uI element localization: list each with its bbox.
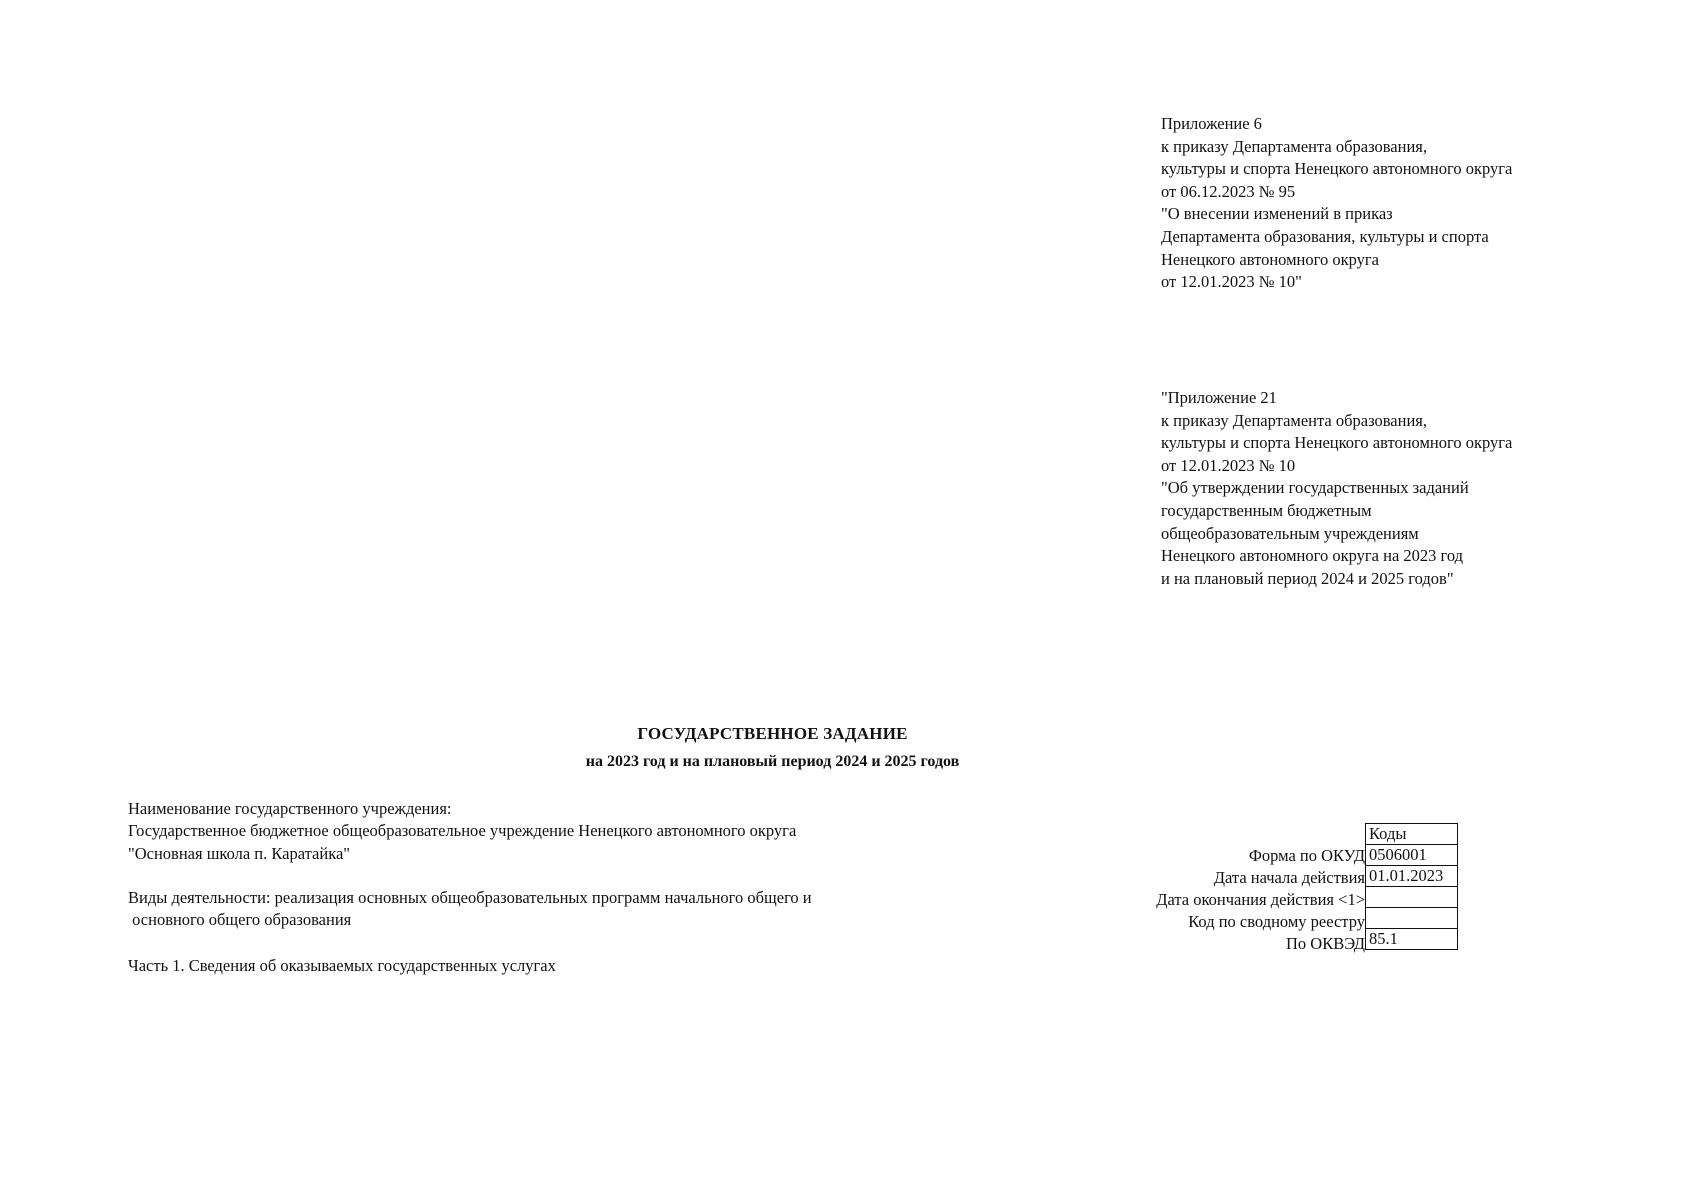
activities-line-cont: основного общего образования [128,910,352,930]
annex-6-line: "О внесении изменений в приказ [1161,204,1393,224]
activities-block [128,887,812,932]
activities-line: Виды деятельности: реализация основных общеобразовательных программ начального общего и [128,888,812,907]
code-value-okved: 85.1 [1366,929,1458,950]
code-label-end-date: Дата окончания действия <1> [1156,890,1365,909]
part-one-heading: Часть 1. Сведения об оказываемых государственных услугах [128,956,556,975]
codes-header-row [1366,824,1458,845]
annex-6-line: от 12.01.2023 № 10" [1161,272,1302,292]
codes-table [1365,823,1458,950]
document-subtitle: на 2023 год и на плановый период 2024 и 2025 годов [585,753,960,770]
annex-21-line: от 12.01.2023 № 10 [1161,455,1296,475]
codes-row [1366,929,1458,950]
institution-name-cont: "Основная школа п. Каратайка" [128,843,351,863]
institution-block [128,798,796,865]
codes-labels [1156,823,1365,955]
document-title: ГОСУДАРСТВЕННОЕ ЗАДАНИЕ [637,724,908,743]
annex-21-line: и на плановый период 2024 и 2025 годов" [1161,568,1454,588]
annex-6-line: Приложение 6 [1161,114,1262,133]
annex-6-line: к приказу Департамента образования, [1161,136,1428,156]
codes-row [1366,887,1458,908]
code-value-okud: 0506001 [1366,845,1458,866]
annex-21-line: "Об утверждении государственных заданий [1161,478,1469,498]
annex-21-line: культуры и спорта Ненецкого автономного округа [1161,433,1513,453]
institution-name: Государственное бюджетное общеобразовательное учреждение Ненецкого автономного округа [128,821,797,841]
annex-6-line: культуры и спорта Ненецкого автономного округа [1161,159,1513,179]
annex-21-line: Ненецкого автономного округа на 2023 год [1161,546,1464,566]
code-label-okud: Форма по ОКУД [1248,846,1365,865]
codes-header: Коды [1366,824,1458,845]
annex-21-line: "Приложение 21 [1161,388,1277,407]
annex-21-header [1161,387,1512,590]
institution-label: Наименование государственного учреждения: [128,799,452,818]
annex-21-line: государственным бюджетным [1161,500,1372,520]
code-value-end-date [1366,887,1458,908]
codes-row [1366,908,1458,929]
code-value-start-date: 01.01.2023 [1366,866,1458,887]
annex-21-line: общеобразовательным учреждениям [1161,523,1419,543]
code-value-registry [1366,908,1458,929]
code-label-start-date: Дата начала действия [1213,868,1365,887]
annex-6-line: Ненецкого автономного округа [1161,249,1379,269]
code-label-registry: Код по сводному реестру [1188,912,1365,931]
annex-6-line: Департамента образования, культуры и спорта [1161,226,1489,246]
codes-header-spacer [1156,823,1365,845]
codes-row [1366,866,1458,887]
code-label-okved: По ОКВЭД [1286,934,1365,953]
codes-row [1366,845,1458,866]
annex-21-line: к приказу Департамента образования, [1161,410,1428,430]
annex-6-header [1161,113,1512,294]
annex-6-line: от 06.12.2023 № 95 [1161,181,1296,201]
